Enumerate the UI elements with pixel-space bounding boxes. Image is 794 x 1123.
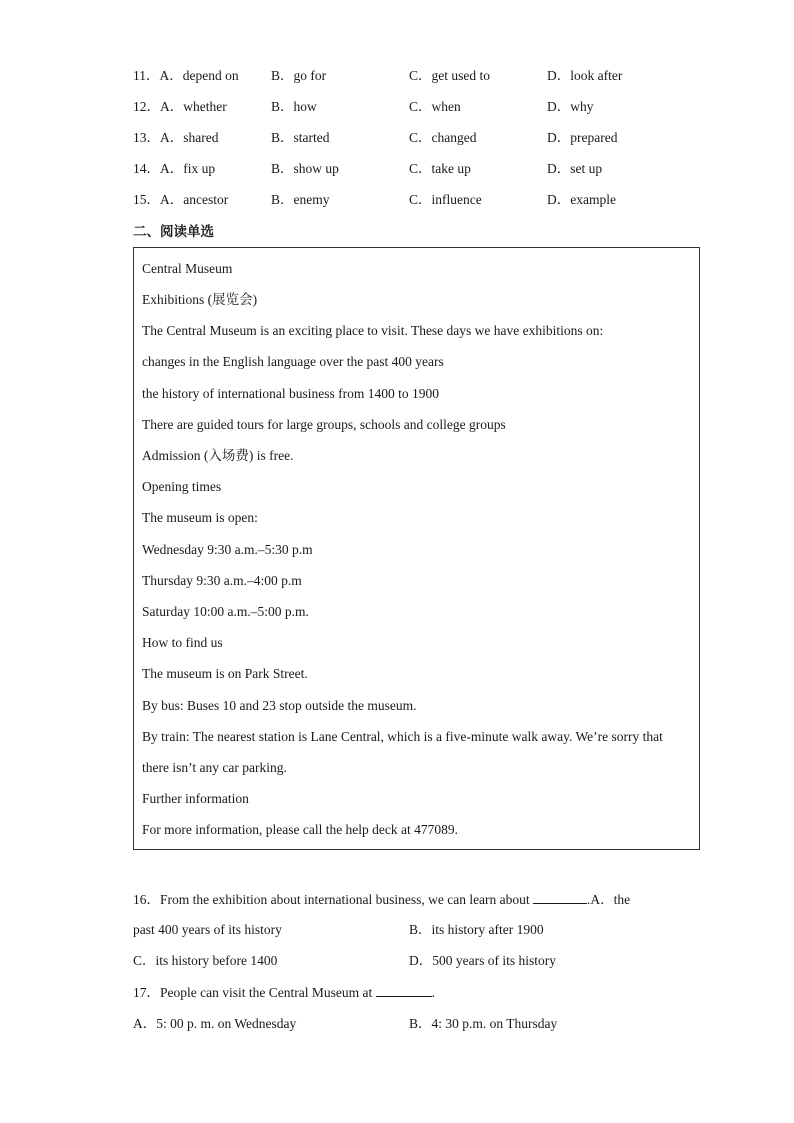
passage-line: Exhibitions (展览会) xyxy=(142,292,258,307)
question-16-stem: 16．From the exhibition about international business, we can learn about .A．the xyxy=(133,889,630,909)
option-11-b: B．go for xyxy=(271,68,327,83)
question-16-option-b: B．its history after 1900 xyxy=(409,922,544,937)
section-title: 二、阅读单选 xyxy=(133,224,214,240)
option-14-c: C．take up xyxy=(409,161,471,176)
option-13-b: B．started xyxy=(271,130,330,145)
passage-line: Central Museum xyxy=(142,261,233,276)
option-14-a: 14．A．fix up xyxy=(133,161,216,176)
option-12-d: D．why xyxy=(547,99,594,114)
option-14-d: D．set up xyxy=(547,161,603,176)
option-12-b: B．how xyxy=(271,99,317,114)
option-13-d: D．prepared xyxy=(547,130,618,145)
option-15-a: 15．A．ancestor xyxy=(133,192,229,207)
answer-blank xyxy=(533,889,587,904)
option-15-d: D．example xyxy=(547,192,616,207)
option-15-c: C．influence xyxy=(409,192,482,207)
passage-line: How to find us xyxy=(142,635,223,650)
question-16-option-d: D．500 years of its history xyxy=(409,953,556,968)
option-11-a: 11．A．depend on xyxy=(133,68,239,83)
option-14-b: B．show up xyxy=(271,161,339,176)
passage-line: There are guided tours for large groups, schools and college groups xyxy=(142,417,506,432)
option-12-c: C．when xyxy=(409,99,461,114)
passage-line: Opening times xyxy=(142,479,222,494)
passage-line: By train: The nearest station is Lane Central, which is a five-minute walk away. We’re sorry that xyxy=(142,729,663,744)
passage-line: The Central Museum is an exciting place to visit. These days we have exhibitions on: xyxy=(142,323,604,338)
passage-line: Admission (入场费) is free. xyxy=(142,448,294,463)
passage-line: The museum is open: xyxy=(142,510,258,525)
passage-line: For more information, please call the help deck at 477089. xyxy=(142,822,459,837)
passage-line: there isn’t any car parking. xyxy=(142,760,287,775)
reading-passage-box xyxy=(133,247,700,850)
passage-line: By bus: Buses 10 and 23 stop outside the museum. xyxy=(142,698,417,713)
question-16-option-a-cont: past 400 years of its history xyxy=(133,922,282,937)
option-15-b: B．enemy xyxy=(271,192,330,207)
question-17-stem: 17．People can visit the Central Museum at . xyxy=(133,982,435,1002)
option-11-d: D．look after xyxy=(547,68,623,83)
option-11-c: C．get used to xyxy=(409,68,490,83)
option-12-a: 12．A．whether xyxy=(133,99,227,114)
passage-line: Saturday 10:00 a.m.–5:00 p.m. xyxy=(142,604,309,619)
option-13-c: C．changed xyxy=(409,130,477,145)
passage-line: changes in the English language over the past 400 years xyxy=(142,354,444,369)
passage-line: Thursday 9:30 a.m.–4:00 p.m xyxy=(142,573,302,588)
option-13-a: 13．A．shared xyxy=(133,130,219,145)
answer-blank xyxy=(376,982,432,997)
passage-line: The museum is on Park Street. xyxy=(142,666,308,681)
question-16-option-c: C．its history before 1400 xyxy=(133,953,278,968)
passage-line: the history of international business from 1400 to 1900 xyxy=(142,386,439,401)
passage-line: Further information xyxy=(142,791,249,806)
question-17-option-b: B．4: 30 p.m. on Thursday xyxy=(409,1016,558,1031)
question-17-option-a: A．5: 00 p. m. on Wednesday xyxy=(133,1016,297,1031)
passage-line: Wednesday 9:30 a.m.–5:30 p.m xyxy=(142,542,313,557)
